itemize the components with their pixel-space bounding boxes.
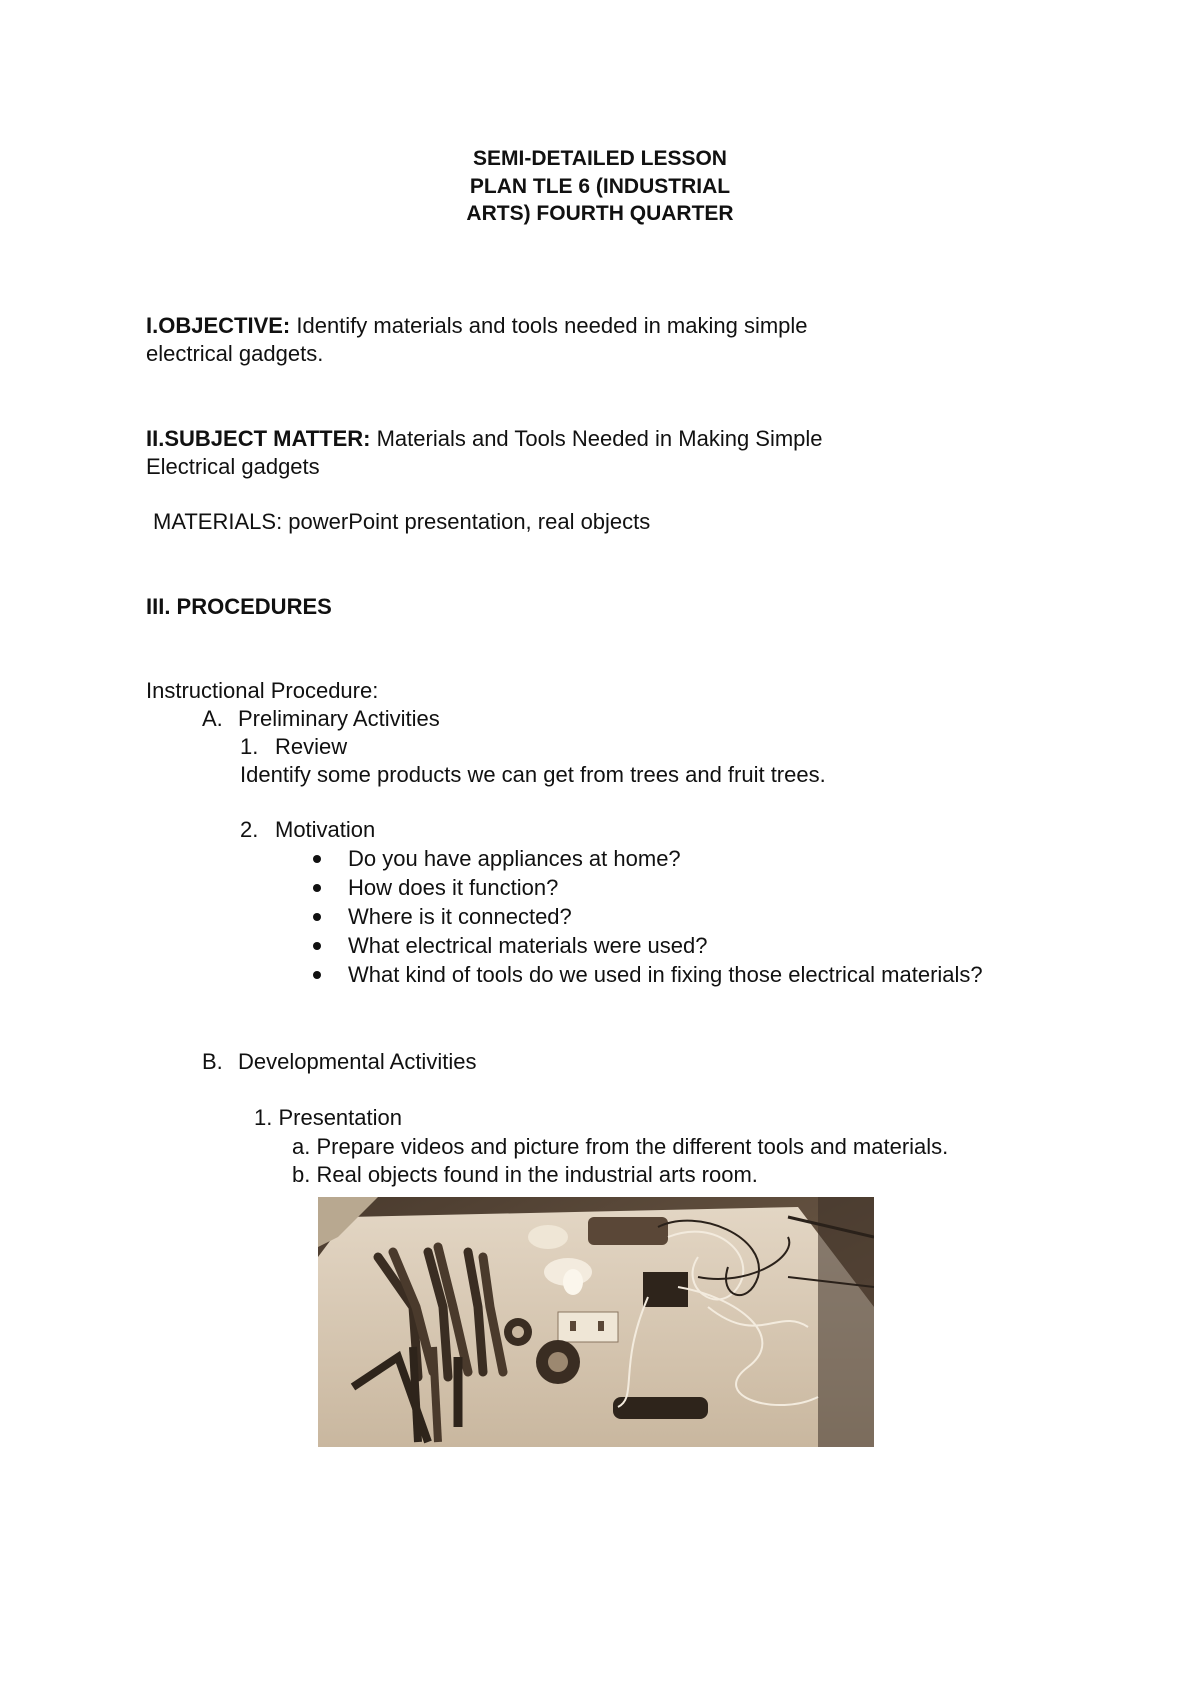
list-item: Where is it connected? (348, 904, 572, 929)
list-item: How does it function? (348, 875, 559, 900)
objective-label: I.OBJECTIVE: (146, 313, 291, 338)
subject-matter-label: II.SUBJECT MATTER: (146, 426, 371, 451)
bullet-icon (313, 913, 321, 921)
instructional-procedure: Instructional Procedure: (146, 678, 379, 703)
presentation-item-a: a. Prepare videos and picture from the different tools and materials. (292, 1134, 949, 1159)
presentation-heading: 1. Presentation (254, 1105, 402, 1130)
outlet-plate (558, 1312, 618, 1342)
junction-box (643, 1272, 688, 1307)
title-line-3: ARTS) FOURTH QUARTER (466, 202, 734, 225)
tools-photo-illustration (318, 1197, 874, 1447)
subject-matter-line-1 (146, 425, 823, 453)
list-item: Do you have appliances at home? (348, 846, 681, 871)
subject-matter-line-2: Electrical gadgets (146, 454, 320, 479)
review-title: Review (275, 734, 348, 759)
list-item: What kind of tools do we used in fixing those electrical materials? (348, 962, 983, 987)
review-text: Identify some products we can get from trees and fruit trees. (240, 762, 826, 787)
developmental-title: Developmental Activities (238, 1049, 477, 1074)
objective-text: Identify materials and tools needed in making simple (290, 313, 808, 338)
procedures-heading: III. PROCEDURES (146, 594, 332, 619)
tools-photo (318, 1197, 874, 1447)
objective-line-2: electrical gadgets. (146, 341, 324, 366)
list-item: What electrical materials were used? (348, 933, 708, 958)
preliminary-label: A. (202, 706, 223, 731)
objective-line-1 (146, 312, 808, 340)
title-line-2: PLAN TLE 6 (INDUSTRIAL (469, 175, 731, 198)
motivation-number: 2. (240, 817, 259, 842)
materials-line: MATERIALS: powerPoint presentation, real objects (153, 509, 651, 534)
ballast (613, 1397, 708, 1419)
bullet-icon (313, 942, 321, 950)
bullet-icon (313, 855, 321, 863)
motivation-title: Motivation (275, 817, 376, 842)
review-number: 1. (240, 734, 259, 759)
subject-matter-text: Materials and Tools Needed in Making Simple (370, 426, 823, 451)
developmental-label: B. (202, 1049, 223, 1074)
bullet-icon (313, 971, 321, 979)
bullet-icon (313, 884, 321, 892)
light-bulb (563, 1269, 583, 1295)
preliminary-title: Preliminary Activities (238, 706, 440, 731)
socket (528, 1225, 568, 1249)
presentation-item-b: b. Real objects found in the industrial arts room. (292, 1162, 758, 1187)
title-line-1: SEMI-DETAILED LESSON (473, 147, 727, 170)
